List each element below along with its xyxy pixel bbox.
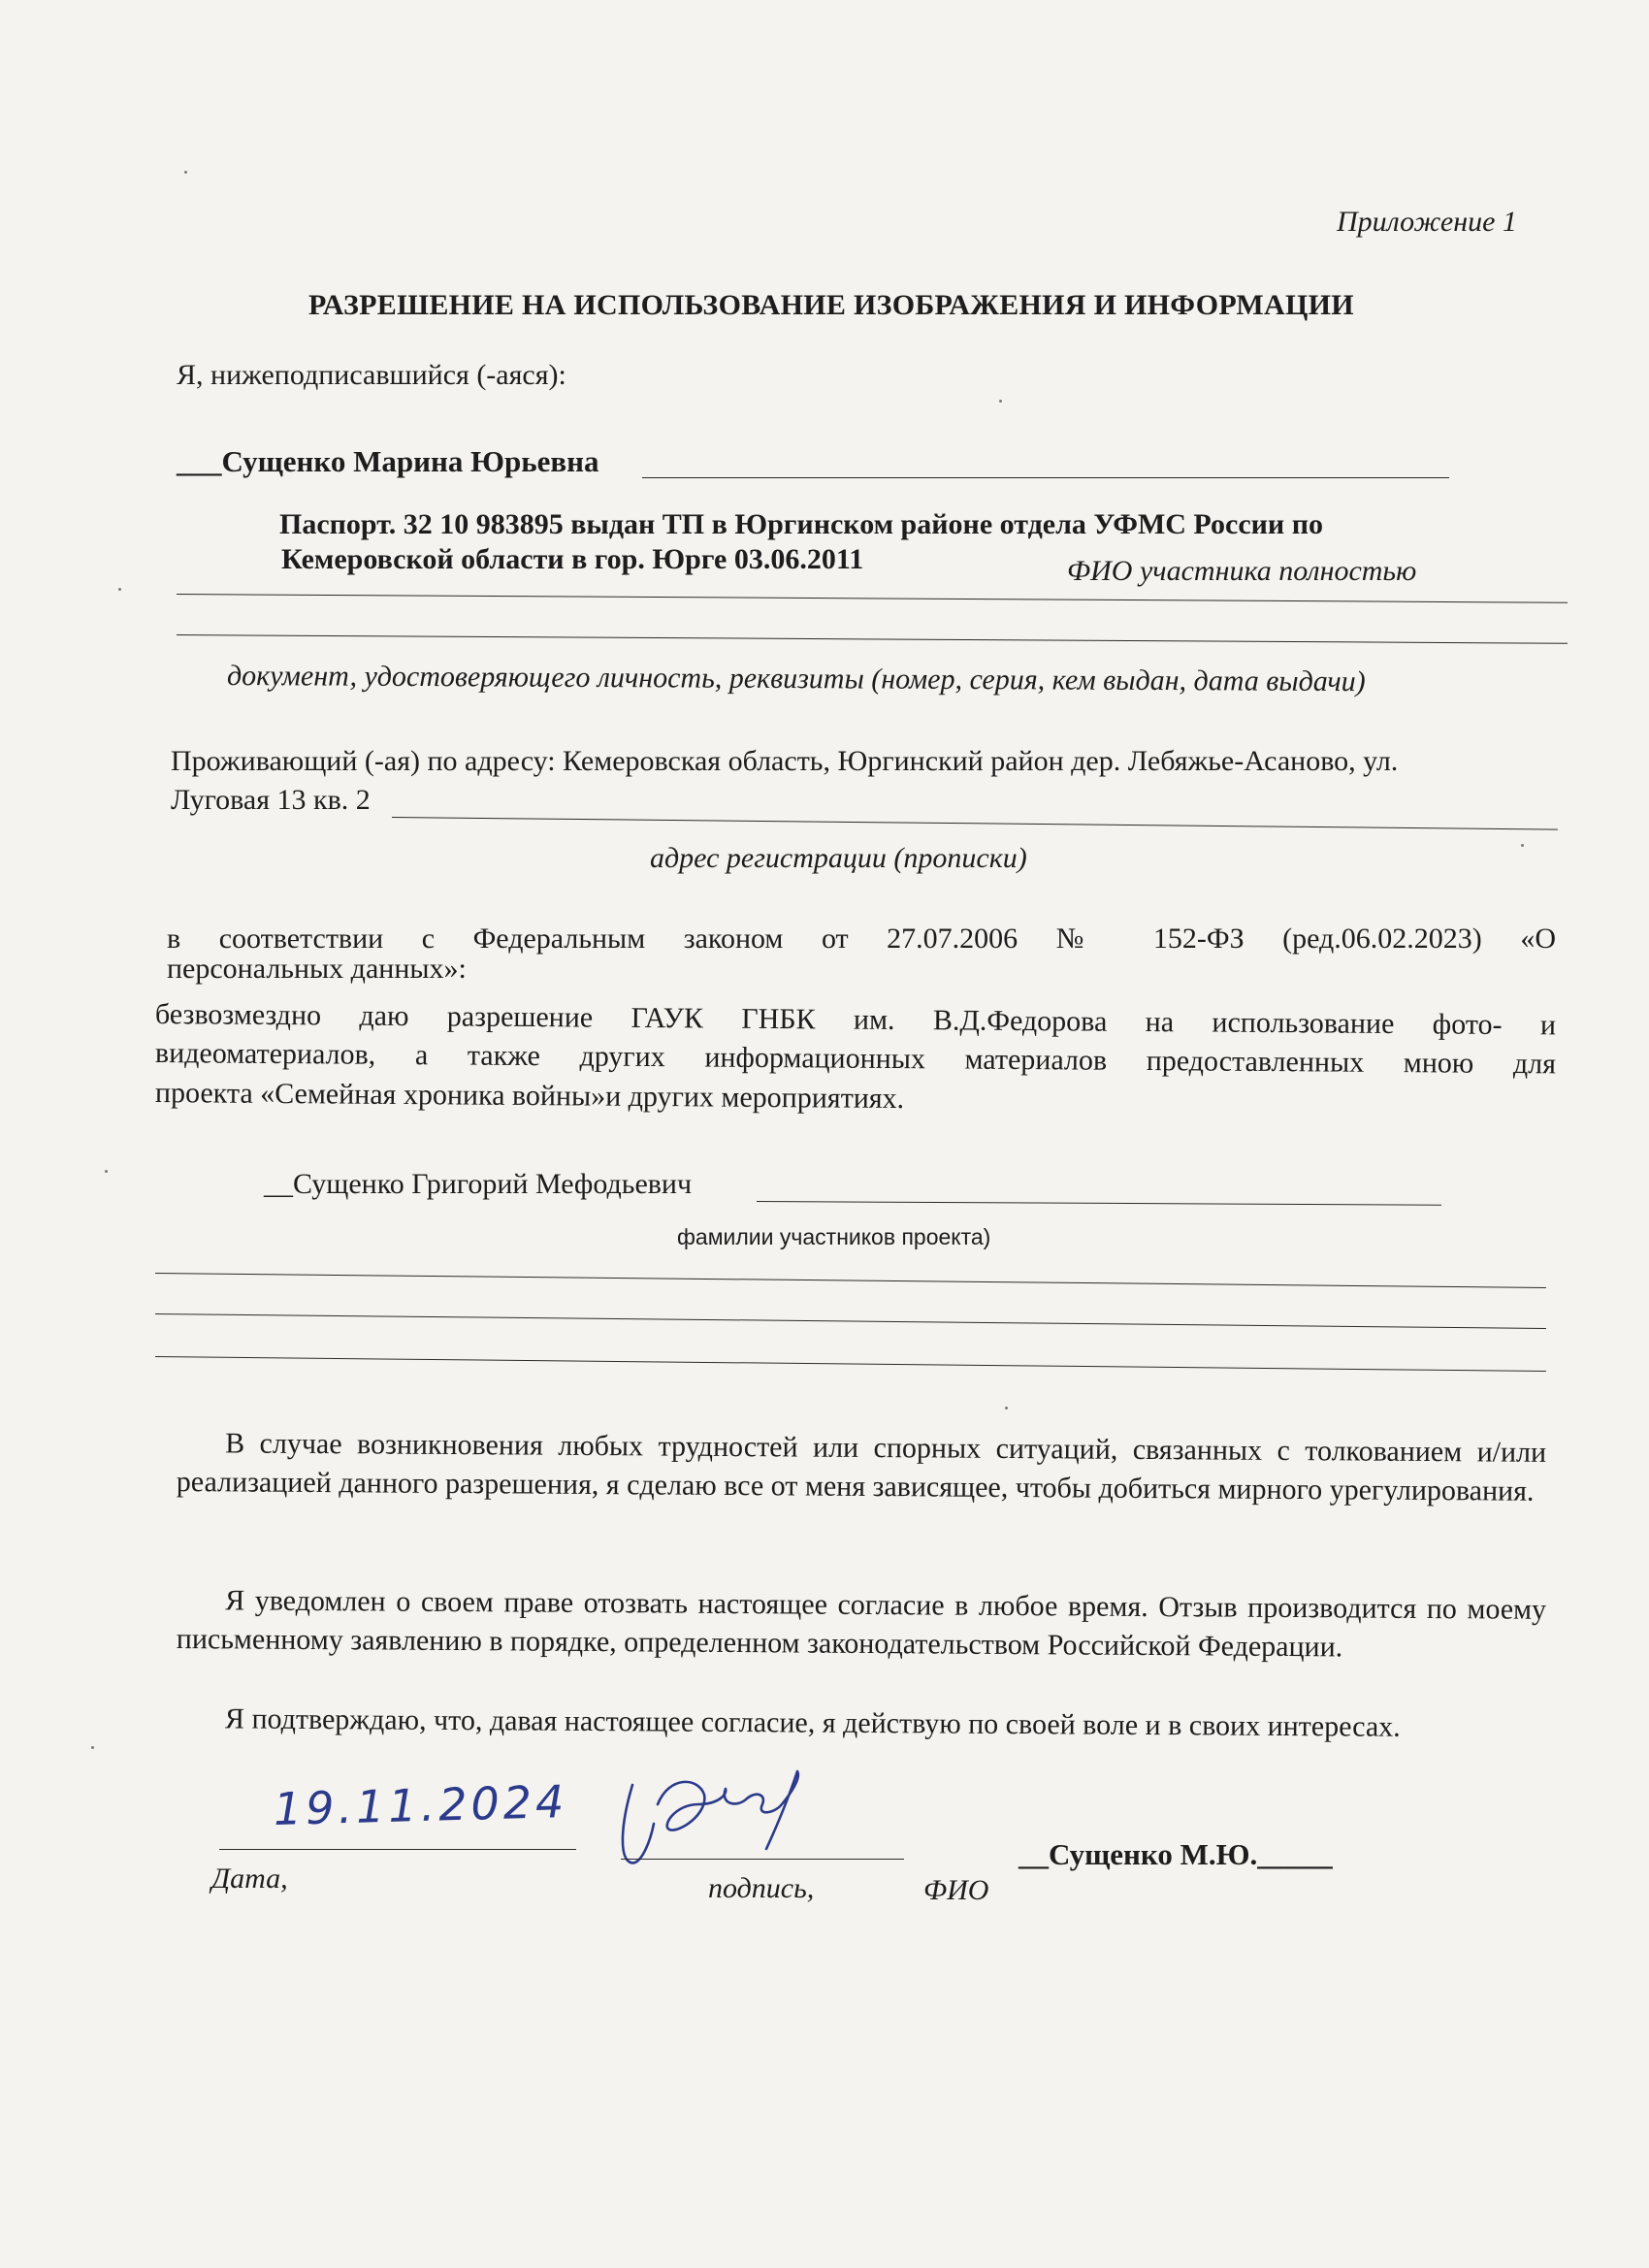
full-name-caption: ФИО участника полностью	[1067, 555, 1417, 587]
law-line-1: в соответствии с Федеральным законом от 27.07.2006 № 152-ФЗ (ред.06.02.2023) «О	[167, 923, 1556, 955]
signer-suffix: _____	[1257, 1837, 1333, 1871]
participant-extra-line-2	[155, 1313, 1546, 1329]
scan-speck	[91, 1746, 94, 1749]
full-name-underline	[642, 477, 1449, 478]
participant-underline	[757, 1201, 1441, 1206]
participant-prefix: __	[264, 1168, 293, 1200]
appendix-label: Приложение 1	[1337, 206, 1517, 238]
address-underline	[392, 817, 1558, 830]
full-name-field	[177, 444, 598, 479]
consent-line-1: безвозмездно даю разрешение ГАУК ГНБК им. В.Д.Федорова на использование фото- и	[154, 998, 1557, 1042]
participant-caption: фамилии участников проекта)	[677, 1224, 991, 1249]
passport-line-2: Кемеровской области в гор. Юрге 03.06.2011	[281, 543, 864, 575]
consent-line-3: проекта «Семейная хроника войны»и других мероприятиях.	[154, 1077, 905, 1116]
full-name-value: Сущенко Марина Юрьевна	[221, 444, 599, 478]
date-underline	[219, 1849, 576, 1850]
scan-speck	[105, 1170, 108, 1173]
passport-line-1: Паспорт. 32 10 983895 выдан ТП в Юргинском районе отдела УФМС России по	[279, 508, 1324, 540]
id-doc-line-1	[177, 594, 1568, 603]
address-line-2: Луговая 13 кв. 2	[171, 784, 371, 816]
signer-short-name: Сущенко М.Ю.	[1049, 1837, 1258, 1871]
id-doc-line-2	[177, 634, 1568, 644]
full-name-prefix: ___	[177, 444, 222, 478]
paragraph-revoke: Я уведомлен о своем праве отозвать настоящее согласие в любое время. Отзыв производится по моему письменному заявлению в порядке, определенном законодательством Российской Федерации.	[176, 1584, 1547, 1664]
participant-extra-line-3	[155, 1356, 1546, 1372]
undersigned-label: Я, нижеподписавшийся (-аяся):	[177, 359, 566, 391]
participant-extra-line-1	[155, 1273, 1546, 1288]
signer-prefix: __	[1018, 1837, 1049, 1871]
participant-name: Сущенко Григорий Мефодьевич	[293, 1168, 693, 1200]
address-caption: адрес регистрации (прописки)	[650, 842, 1027, 874]
date-caption: Дата,	[211, 1863, 288, 1895]
law-line-2: персональных данных»:	[167, 953, 467, 985]
document-title: РАЗРЕШЕНИЕ НА ИСПОЛЬЗОВАНИЕ ИЗОБРАЖЕНИЯ И ИНФОРМАЦИИ	[308, 289, 1354, 321]
signature-underline	[621, 1859, 904, 1860]
signature-caption: подпись,	[708, 1872, 815, 1904]
scan-speck	[999, 400, 1002, 403]
fio-caption: ФИО	[923, 1874, 989, 1906]
paragraph-free-will: Я подтверждаю, что, давая настоящее согласие, я действую по своей воле и в своих интересах.	[224, 1702, 1401, 1743]
scan-speck	[1005, 1407, 1008, 1409]
scan-speck	[184, 171, 187, 174]
scan-speck	[1521, 844, 1524, 847]
signature-image	[611, 1766, 824, 1882]
paragraph-disputes: В случае возникновения любых трудностей или спорных ситуаций, связанных с толкованием и/или реализацией данного разрешения, я сделаю все от меня зависящее, чтобы добиться мирного урегулирования.	[176, 1427, 1547, 1507]
date-handwritten: 19.11.2024	[273, 1775, 568, 1835]
consent-line-2: видеоматериалов, а также других информационных материалов предоставленных мною для	[154, 1037, 1557, 1081]
scan-speck	[118, 588, 121, 591]
participant-field	[264, 1168, 692, 1201]
signer-name-field	[1018, 1837, 1333, 1872]
id-doc-caption: документ, удостоверяющего личность, реквизиты (номер, серия, кем выдан, дата выдачи)	[226, 660, 1366, 698]
address-line-1: Проживающий (-ая) по адресу: Кемеровская область, Юргинский район дер. Лебяжье-Асаново, ул.	[171, 745, 1399, 777]
